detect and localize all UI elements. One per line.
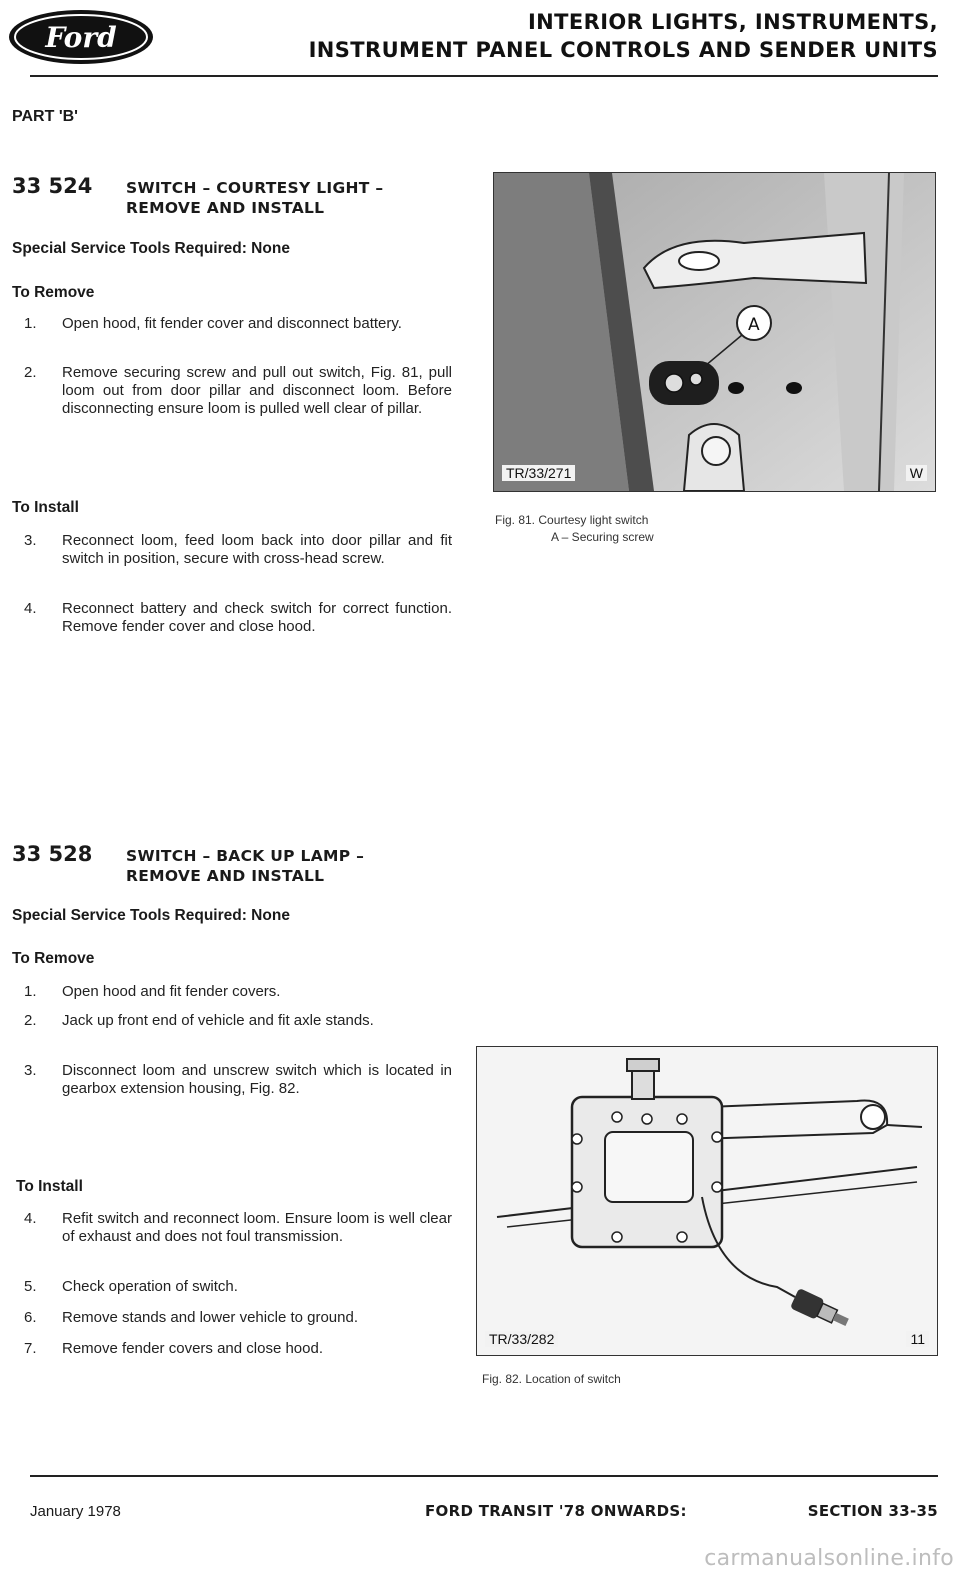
- section1-number: 33 524: [12, 174, 93, 198]
- step-number: 4.: [24, 1210, 37, 1227]
- section1-step-4: [24, 600, 452, 658]
- ford-logo: [6, 8, 156, 66]
- section2-tools: Special Service Tools Required: None: [12, 907, 290, 924]
- figure-81-caption-line1: Fig. 81. Courtesy light switch: [495, 513, 649, 527]
- step-text: Refit switch and reconnect loom. Ensure loom is well clear of exhaust and does not foul transmission.: [62, 1210, 452, 1245]
- section1-tools: Special Service Tools Required: None: [12, 240, 290, 257]
- section2-step-3: [24, 1062, 452, 1120]
- figure-82-caption: Fig. 82. Location of switch: [482, 1372, 621, 1386]
- step-number: 5.: [24, 1278, 37, 1295]
- step-text: Reconnect battery and check switch for correct function. Remove fender cover and close hood.: [62, 600, 452, 635]
- step-text: Open hood and fit fender covers.: [62, 983, 281, 1000]
- step-text: Check operation of switch.: [62, 1278, 238, 1295]
- header-divider: [30, 75, 938, 77]
- figure-82-image: [476, 1046, 938, 1356]
- step-number: 7.: [24, 1340, 37, 1357]
- step-number: 2.: [24, 364, 37, 381]
- figure-81-caption-line2: A – Securing screw: [551, 530, 654, 544]
- section1-step-1: [24, 315, 452, 355]
- step-text: Jack up front end of vehicle and fit axle stands.: [62, 1012, 374, 1029]
- step-text: Remove stands and lower vehicle to ground.: [62, 1309, 359, 1326]
- section2-step-2: [24, 1012, 452, 1052]
- figure-81-caption: [495, 512, 654, 546]
- step-text: Reconnect loom, feed loom back into door pillar and fit switch in position, secure with cross-head screw.: [62, 532, 452, 567]
- figure-81-callout: A: [748, 315, 760, 335]
- step-number: 1.: [24, 315, 37, 332]
- step-number: 3.: [24, 1062, 37, 1079]
- section1-title-line2: REMOVE AND INSTALL: [126, 199, 325, 217]
- footer-book-title: FORD TRANSIT '78 ONWARDS:: [425, 1502, 687, 1520]
- footer-section: SECTION 33-35: [807, 1502, 938, 1520]
- section2-step-7: [24, 1340, 452, 1360]
- step-text: Remove securing screw and pull out switch, Fig. 81, pull loom out from door pillar and disconnect loom. Before disconnecting ensure loom is pulled well clear of pillar.: [62, 364, 452, 417]
- section2-remove-heading: To Remove: [12, 950, 95, 967]
- step-text: Disconnect loom and unscrew switch which is located in gearbox extension housing, Fig. 82.: [62, 1062, 452, 1097]
- section2-step-6: [24, 1309, 452, 1329]
- section2-title-line1: SWITCH – BACK UP LAMP –: [126, 847, 365, 865]
- section1-title: [126, 178, 383, 218]
- header-title-line2: INSTRUMENT PANEL CONTROLS AND SENDER UNITS: [308, 38, 938, 62]
- step-number: 6.: [24, 1309, 37, 1326]
- watermark: carmanualsonline.info: [704, 1546, 954, 1571]
- header-title-line1: INTERIOR LIGHTS, INSTRUMENTS,: [527, 10, 938, 34]
- footer-divider: [30, 1475, 938, 1477]
- section2-install-heading: To Install: [16, 1178, 83, 1195]
- section2-title: [126, 846, 364, 886]
- section2-step-1: [24, 983, 452, 1003]
- section1-install-heading: To Install: [12, 499, 79, 516]
- section1-remove-heading: To Remove: [12, 284, 95, 301]
- section1-step-3: [24, 532, 452, 590]
- part-label: PART 'B': [12, 108, 78, 125]
- section2-number: 33 528: [12, 842, 93, 866]
- section1-step-2: [24, 364, 452, 440]
- figure-81-corner: W: [906, 465, 927, 481]
- step-number: 4.: [24, 600, 37, 617]
- step-number: 3.: [24, 532, 37, 549]
- step-number: 1.: [24, 983, 37, 1000]
- step-text: Open hood, fit fender cover and disconnect battery.: [62, 315, 402, 332]
- step-number: 2.: [24, 1012, 37, 1029]
- section2-step-4: [24, 1210, 452, 1268]
- page-header-title: [309, 8, 938, 64]
- section1-title-line1: SWITCH – COURTESY LIGHT –: [126, 179, 384, 197]
- footer-date: January 1978: [30, 1503, 121, 1520]
- figure-81-image: [493, 172, 936, 492]
- step-text: Remove fender covers and close hood.: [62, 1340, 323, 1357]
- figure-81-ref: TR/33/271: [502, 465, 575, 481]
- figure-82-ref: TR/33/282: [485, 1331, 558, 1347]
- section2-step-5: [24, 1278, 452, 1298]
- ford-logo-text: Ford: [45, 21, 117, 54]
- section2-title-line2: REMOVE AND INSTALL: [126, 867, 325, 885]
- figure-82-corner: 11: [906, 1331, 929, 1347]
